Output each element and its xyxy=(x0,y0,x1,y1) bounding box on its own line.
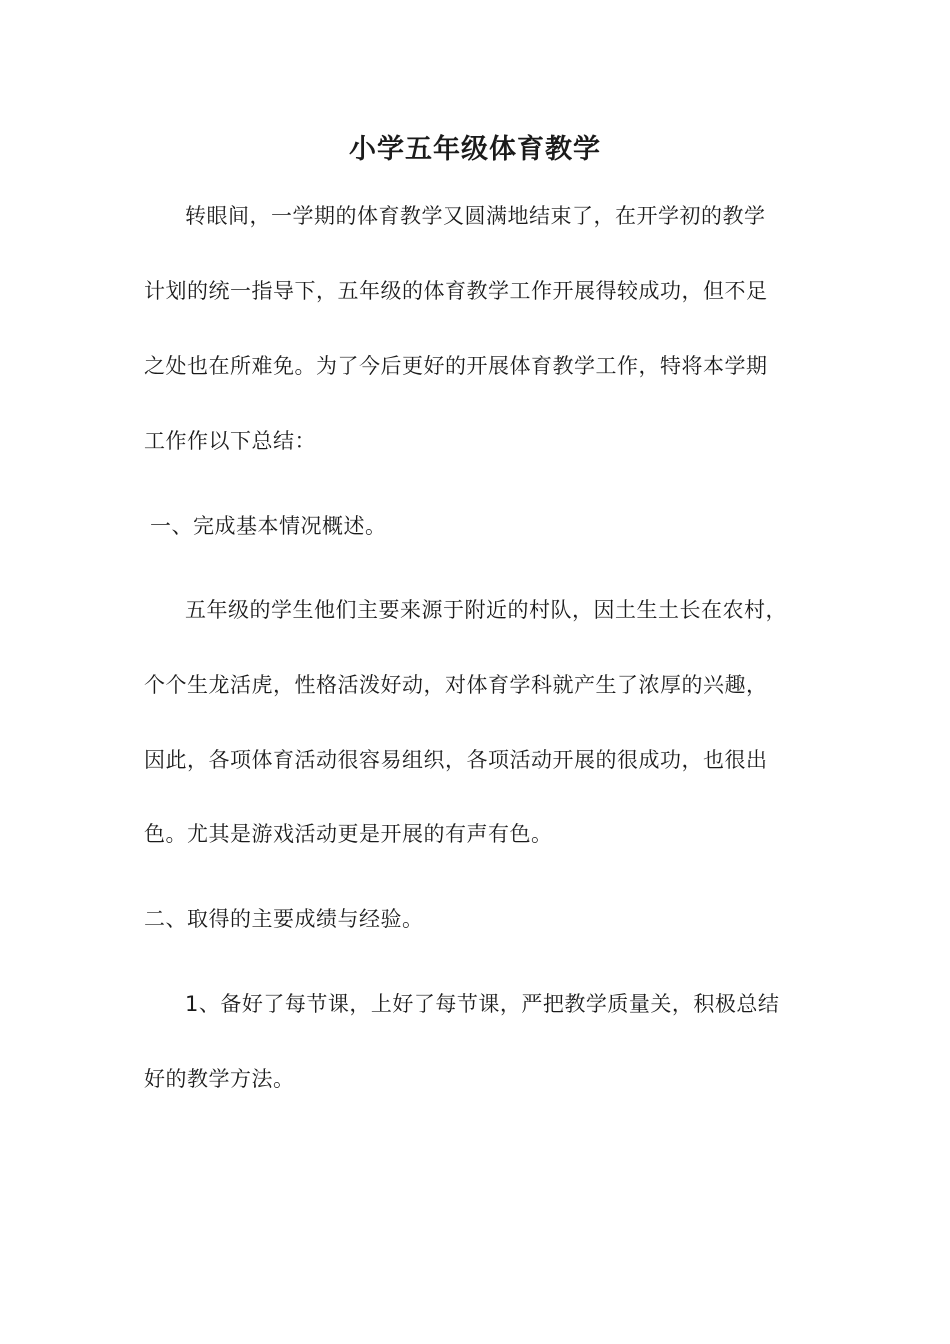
paragraph-3-line-2: 好的教学方法。 xyxy=(144,1067,295,1091)
paragraph-1-line-2: 计划的统一指导下，五年级的体育教学工作开展得较成功，但不足 xyxy=(144,279,768,303)
paragraph-1-line-4: 工作作以下总结： xyxy=(144,429,316,453)
paragraph-1-line-1: 转眼间，一学期的体育教学又圆满地结束了，在开学初的教学 xyxy=(185,204,766,228)
section-1-heading: 一、完成基本情况概述。 xyxy=(150,514,387,538)
section-2-heading: 二、取得的主要成绩与经验。 xyxy=(144,907,424,931)
paragraph-2-line-4: 色。尤其是游戏活动更是开展的有声有色。 xyxy=(144,822,553,846)
paragraph-2-line-1: 五年级的学生他们主要来源于附近的村队，因土生土长在农村， xyxy=(185,598,787,622)
paragraph-2-line-3: 因此，各项体育活动很容易组织，各项活动开展的很成功，也很出 xyxy=(144,748,768,772)
paragraph-1-line-3: 之处也在所难免。为了今后更好的开展体育教学工作，特将本学期 xyxy=(144,354,768,378)
document-title: 小学五年级体育教学 xyxy=(349,134,601,165)
paragraph-2-line-2: 个个生龙活虎，性格活泼好动，对体育学科就产生了浓厚的兴趣， xyxy=(144,673,768,697)
paragraph-3-line-1: 1、备好了每节课，上好了每节课，严把教学质量关，积极总结 xyxy=(185,992,780,1016)
